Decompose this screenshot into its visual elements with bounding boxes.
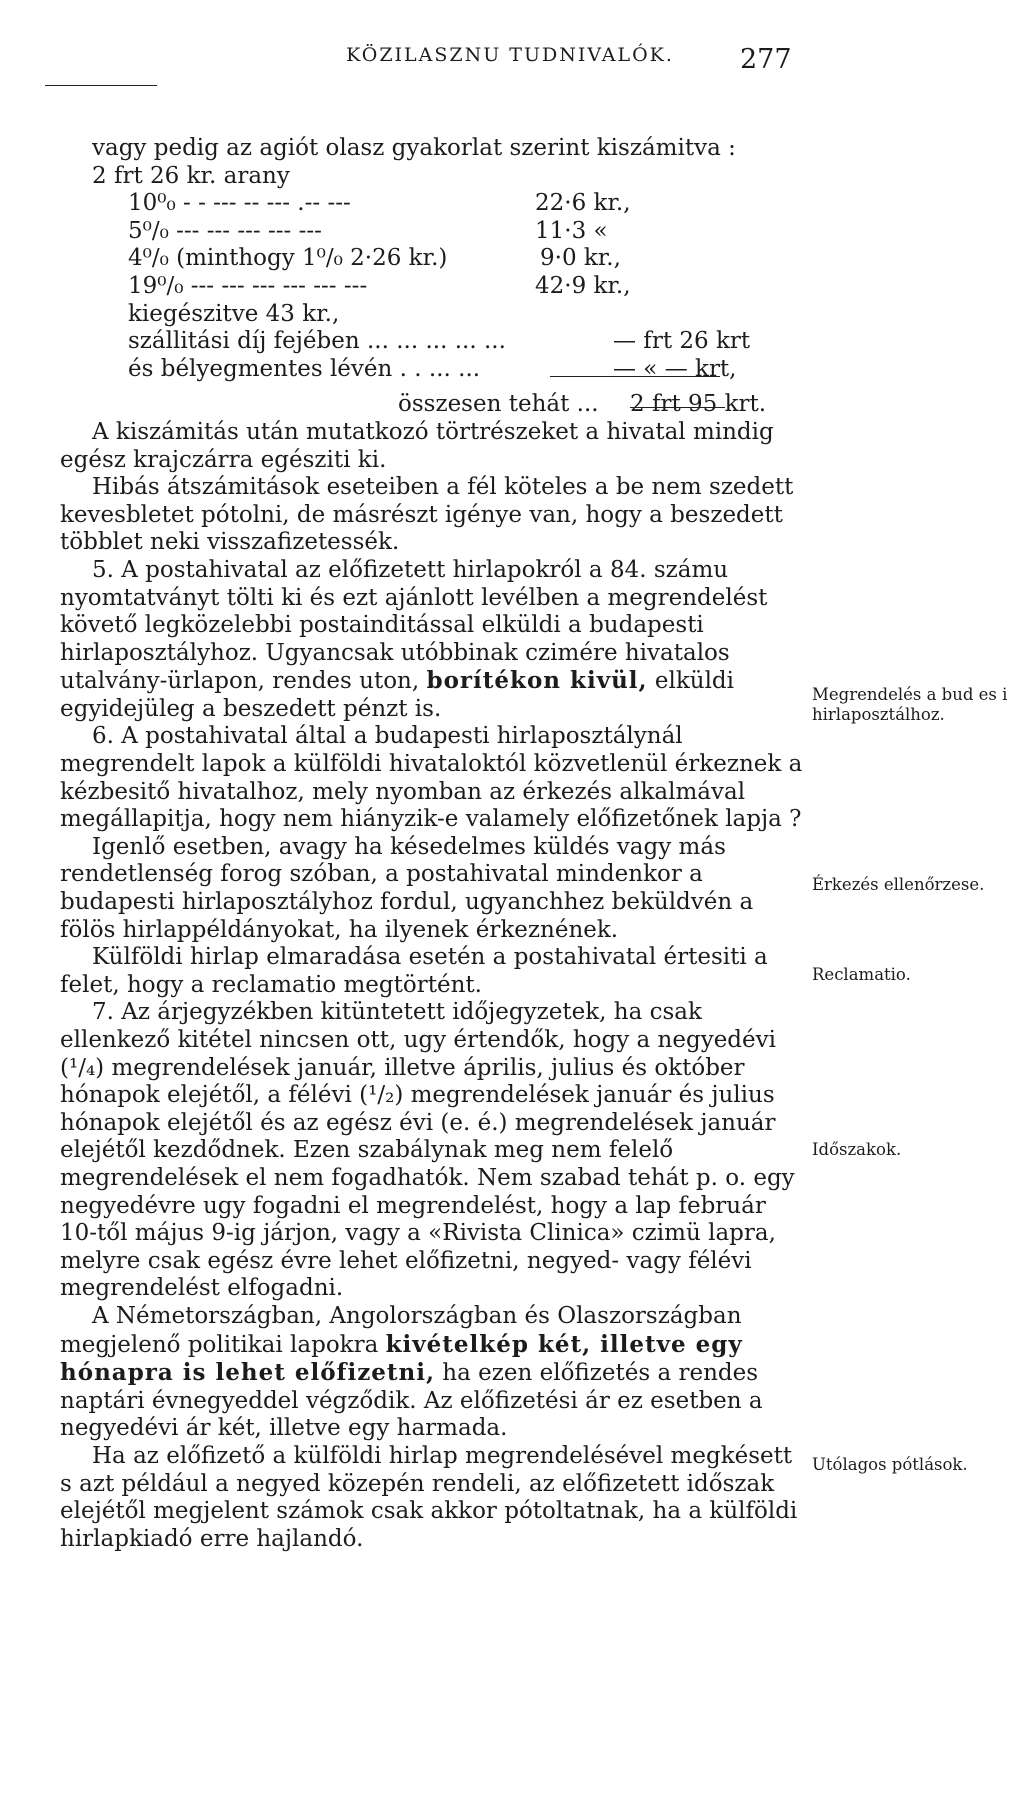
calc-label: 19⁰/₀ --- --- --- --- --- ---	[128, 272, 368, 299]
paragraph-item-8	[60, 1303, 805, 1443]
text: ha ezen előfizetés a rendes naptári évnegyeddel végződik. Az előfizetési ár ez esetben a negyedévi ár két, illetve egy harmada.	[60, 1360, 763, 1442]
calc-value: — « — krt,	[613, 355, 737, 382]
calc-value: 11·3 «	[535, 217, 608, 244]
calc-row	[60, 301, 805, 329]
calc-row	[60, 190, 805, 218]
calc-value: 2 frt 95 krt.	[630, 391, 767, 418]
text: 5. A postahivatal az előfizetett hirlapokról a 84. számu nyomtatványt tölti ki és ezt ajánlott levélben a megrendelést követő legközelebbi postainditással elküldi a budapesti hirlaposztályhoz. Ugyancsak utóbbinak czimére hivatalos utalvány-ürlapon, rendes uton,	[60, 556, 768, 695]
page-number: 277	[740, 44, 792, 75]
calc-intro: vagy pedig az agiót olasz gyakorlat szerint kiszámitva :	[92, 135, 736, 161]
paragraph-item-5	[60, 557, 805, 724]
calc-value: 42·9 kr.,	[535, 272, 631, 299]
paragraph: Igenlő esetben, avagy ha késedelmes küldés vagy más rendetlenség forog szóban, a postahivatal mindenkor a budapesti hirlaposztályhoz fordul, ugyanchhez beküldvén a fölös hirlappéldányokat, ha ilyenek érkeznének.	[60, 833, 754, 943]
calc-label: és bélyegmentes lévén . . ... ...	[128, 355, 481, 382]
sum-rule	[630, 407, 725, 408]
paragraph-item-9: Ha az előfizető a külföldi hirlap megrendelésével megkésett s azt például a negyed közepén rendeli, az előfizetett időszak elejétől megjelent számok csak akkor pótoltatnak, ha a külföldi hirlapkiadó erre hajlandó.	[60, 1442, 798, 1552]
calc-label: 4⁰/₀ (minthogy 1⁰/₀ 2·26 kr.)	[128, 245, 448, 272]
text: elküldi egyidejüleg a beszedett pénzt is.	[60, 668, 735, 722]
calc-row	[60, 245, 805, 273]
running-header: KÖZILASZNU TUDNIVALÓK.	[346, 44, 674, 66]
calculation-block	[60, 163, 805, 419]
calc-label: 5⁰/₀ --- --- --- --- ---	[128, 217, 322, 244]
calc-label: kiegészitve 43 kr.,	[128, 300, 340, 327]
paragraph: Hibás átszámitások eseteiben a fél köteles a be nem szedett kevesbletet pótolni, de másrészt igénye van, hogy a beszedett többlet neki visszafizetessék.	[60, 474, 794, 556]
calc-row	[60, 391, 805, 419]
margin-note: Megrendelés a bud es i hirlaposztálhoz.	[812, 685, 1008, 724]
paragraph: Külföldi hirlap elmaradása esetén a postahivatal értesiti a felet, hogy a reclamatio megtörtént.	[60, 944, 768, 998]
sum-rule	[550, 376, 720, 377]
margin-note: Reclamatio.	[812, 965, 911, 984]
calc-value: — frt 26 krt	[613, 328, 751, 355]
calc-row	[60, 328, 805, 356]
text: A Németországban, Angolországban és Olaszországban megjelenő politikai lapokra	[60, 1302, 742, 1358]
margin-note: Időszakok.	[812, 1140, 902, 1159]
calc-label: szállitási díj fejében ... ... ... ... ...	[128, 328, 506, 355]
paragraph-item-6: 6. A postahivatal által a budapesti hirlaposztálynál megrendelt lapok a külföldi hivataloktól közvetlenül érkeznek a kézbesitő hivatalhoz, mely nyomban az érkezés alkalmával megállapitja, hogy nem hiányzik-e valamely előfizetőnek lapja ?	[60, 723, 803, 833]
calc-label: 2 frt 26 kr. arany	[92, 162, 290, 189]
paragraph-item-7: 7. Az árjegyzékben kitüntetett időjegyzetek, ha csak ellenkező kitétel nincsen ott, ugy értendők, hogy a negyedévi (¹/₄) megrendelések január, illetve április, julius és október hónapok elejétől, a félévi (¹/₂) megrendelések január és julius hónapok elejétől és az egész évi (e. é.) megrendelések január elejétől kezdődnek. Ezen szabálynak meg nem felelő megrendelések el nem fogadhatók. Nem szabad tehát p. o. egy negyedévre ugy fogadni el megrendelést, hogy a lap február 10-től május 9-ig járjon, vagy a «Rivista Clinica» czimü lapra, melyre csak egész évre lehet előfizetni, negyed- vagy félévi megrendelést elfogadni.	[60, 999, 795, 1302]
calc-value: 22·6 kr.,	[535, 190, 631, 217]
calc-row	[60, 163, 805, 191]
calc-label: 10⁰₀ - - --- -- --- .-- ---	[128, 190, 351, 217]
margin-note: Utólagos pótlások.	[812, 1455, 968, 1474]
bold-text: borítékon kivül,	[426, 667, 648, 695]
calc-row	[60, 356, 805, 384]
calc-label: összesen tehát ...	[398, 391, 599, 418]
main-text	[60, 135, 805, 1553]
calc-row	[60, 273, 805, 301]
calc-value: 9·0 kr.,	[540, 245, 621, 272]
bold-text: kivételkép két, illetve egy hónapra is lehet előfizetni,	[60, 1330, 743, 1387]
margin-note: Érkezés ellenőrzese.	[812, 875, 985, 894]
calc-row	[60, 218, 805, 246]
header-rule	[45, 85, 157, 86]
paragraph: A kiszámitás után mutatkozó törtrészeket a hivatal mindig egész krajczárra egésziti ki.	[60, 418, 774, 473]
